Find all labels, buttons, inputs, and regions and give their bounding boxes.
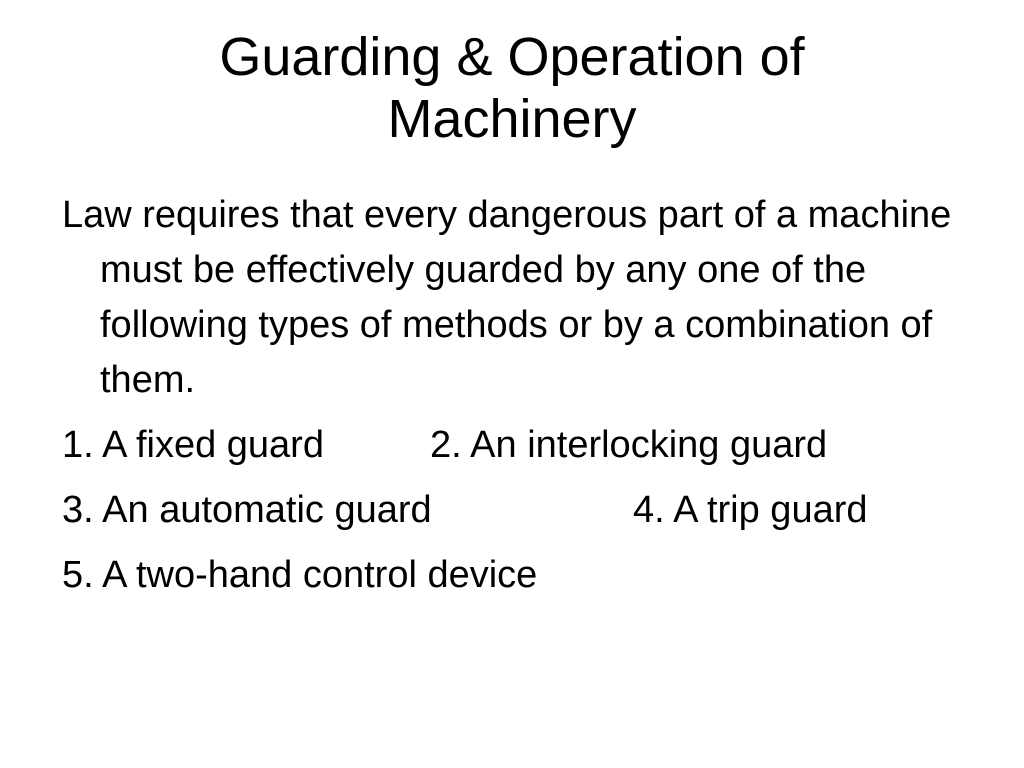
guard-row-2 [62, 483, 962, 538]
guard-item-trip: 4. A trip guard [633, 489, 868, 531]
guard-item-automatic: 3. An automatic guard [62, 489, 432, 531]
slide-body [62, 188, 962, 613]
guard-item-two-hand: 5. A two-hand control device [62, 554, 538, 596]
guard-item-fixed: 1. A fixed guard [62, 424, 324, 466]
title-line-1: Guarding & Operation of [219, 27, 805, 87]
law-paragraph: Law requires that every dangerous part of a machine must be effectively guarded by any one of the following types of methods or by a combination of them. [62, 194, 952, 401]
slide-title [60, 26, 964, 150]
guard-row-1 [62, 418, 962, 473]
guard-row-3 [62, 548, 962, 603]
guard-item-interlocking: 2. An interlocking guard [430, 424, 828, 466]
title-line-2: Machinery [387, 89, 637, 149]
